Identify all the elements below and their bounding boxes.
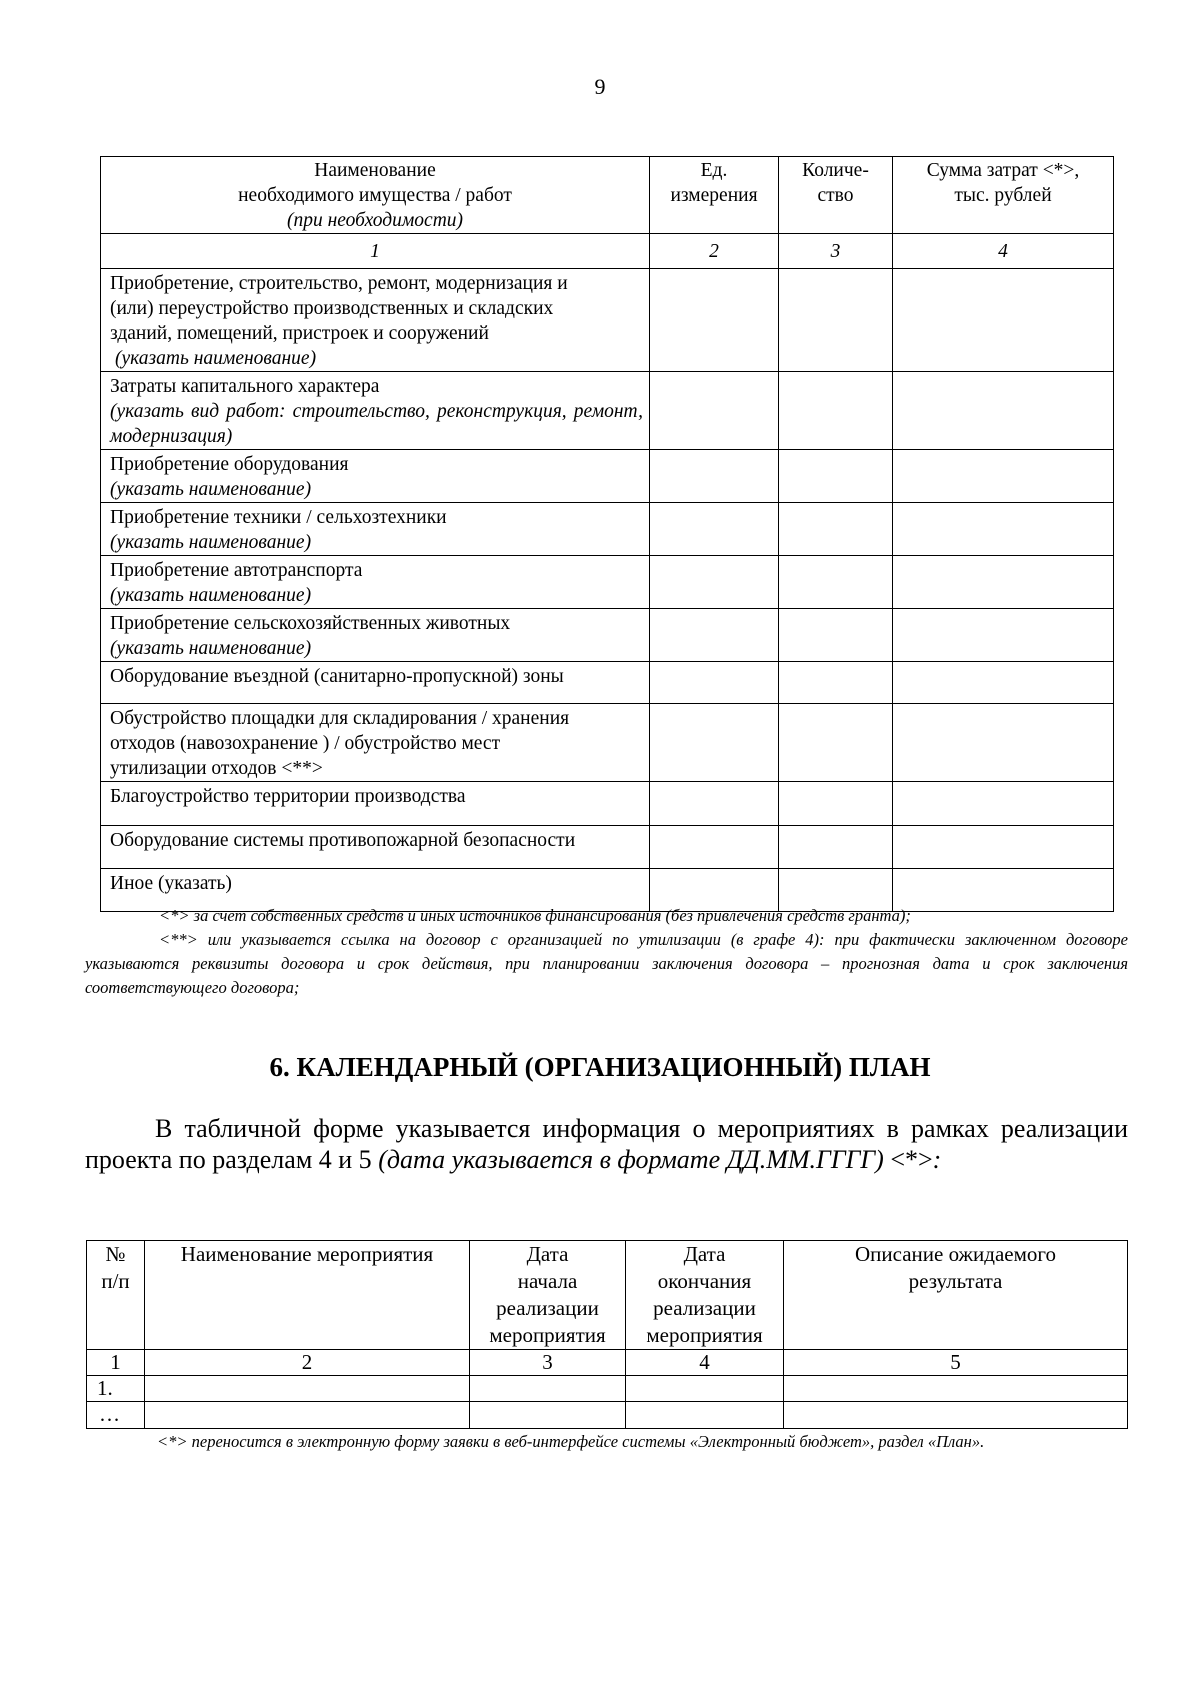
- cell-unit: [650, 609, 779, 662]
- cell-quantity: [779, 269, 893, 372]
- intro-italic-text: (дата указывается в формате ДД.ММ.ГГГГ): [378, 1145, 884, 1174]
- row-line: Оборудование системы противопожарной безопасности: [110, 830, 576, 851]
- column-number-row: [101, 234, 1114, 269]
- property-costs-table: [100, 156, 1114, 912]
- row-note: (указать наименование): [110, 638, 312, 659]
- row-note: (указать вид работ: строительство, реконструкция, ремонт, модернизация): [110, 401, 643, 447]
- header-line: Сумма затрат <*>,: [926, 160, 1080, 181]
- table-row: [101, 269, 1114, 372]
- header-number: [87, 1241, 145, 1350]
- row-line: утилизации отходов <**>: [110, 758, 323, 779]
- table-row: [87, 1376, 1128, 1402]
- row-name: [101, 372, 650, 450]
- cell-cost: [893, 662, 1114, 704]
- cell-number: 1.: [87, 1376, 145, 1402]
- header-line: тыс. рублей: [954, 185, 1052, 206]
- cell-cost: [893, 556, 1114, 609]
- intro-text: В табличной форме указывается информация о мероприятиях в рамках реализации проекта по разделам 4 и 5: [85, 1114, 1128, 1174]
- row-note: (указать наименование): [110, 585, 312, 606]
- footnote: <*> за счет собственных средств и иных источников финансирования (без привлечения средств гранта);: [159, 906, 911, 925]
- cell-unit: [650, 704, 779, 782]
- row-line: Обустройство площадки для складирования / хранения: [110, 708, 570, 729]
- header-line: ство: [817, 185, 854, 206]
- intro-end-colon: :: [932, 1145, 942, 1174]
- row-name: [101, 662, 650, 704]
- header-event-name: [145, 1241, 470, 1350]
- cell-quantity: [779, 372, 893, 450]
- cell-quantity: [779, 503, 893, 556]
- header-line: Наименование: [314, 160, 436, 181]
- cell-end-date: [626, 1376, 784, 1402]
- cell-event-name: [145, 1376, 470, 1402]
- row-line: Приобретение автотранспорта: [110, 560, 363, 581]
- cell-unit: [650, 662, 779, 704]
- row-note: (указать наименование): [115, 348, 317, 369]
- header-expected-result: [784, 1241, 1128, 1350]
- cell-quantity: [779, 609, 893, 662]
- section-heading: 6. КАЛЕНДАРНЫЙ (ОРГАНИЗАЦИОННЫЙ) ПЛАН: [269, 1052, 931, 1082]
- cell-event-name: [145, 1402, 470, 1429]
- cell-cost: [893, 503, 1114, 556]
- table-row: [101, 826, 1114, 869]
- row-line: Иное (указать): [110, 873, 232, 894]
- header-line: №: [105, 1242, 126, 1266]
- row-note: (указать наименование): [110, 532, 312, 553]
- header-line: Наименование мероприятия: [180, 1242, 434, 1266]
- header-unit: [650, 157, 779, 234]
- row-name: [101, 450, 650, 503]
- footnote: <*> переносится в электронную форму заявки в веб-интерфейсе системы «Электронный бюджет», раздел «План».: [157, 1432, 985, 1451]
- cell-unit: [650, 372, 779, 450]
- column-number: 2: [145, 1350, 470, 1376]
- cell-cost: [893, 826, 1114, 869]
- page-number: 9: [594, 74, 606, 99]
- table-row: [101, 450, 1114, 503]
- cell-unit: [650, 503, 779, 556]
- column-number: 3: [779, 234, 893, 269]
- cell-cost: [893, 782, 1114, 826]
- cell-quantity: [779, 826, 893, 869]
- row-name: [101, 826, 650, 869]
- table-row: [101, 704, 1114, 782]
- header-line: реализации: [496, 1296, 599, 1320]
- footnote: <**> или указывается ссылка на договор с организацией по утилизации (в графе 4): при фактически заключенном договоре указываются реквизиты договора и срок действия, при планировании заключения договора – прогнозная дата и срок заключения соответствующего договора;: [85, 930, 1128, 997]
- column-number: 5: [784, 1350, 1128, 1376]
- header-cost: [893, 157, 1114, 234]
- section-intro: [85, 1113, 1128, 1175]
- header-line: (при необходимости): [286, 210, 464, 231]
- header-line: результата: [908, 1269, 1003, 1293]
- column-number-row: [87, 1350, 1128, 1376]
- cell-quantity: [779, 556, 893, 609]
- table-row: [101, 372, 1114, 450]
- column-number: 4: [893, 234, 1114, 269]
- table-row: [101, 662, 1114, 704]
- cell-number: …: [87, 1402, 145, 1429]
- cell-quantity: [779, 662, 893, 704]
- table-row: [101, 782, 1114, 826]
- row-name: [101, 704, 650, 782]
- row-line: Затраты капитального характера: [110, 376, 380, 397]
- row-note: (указать наименование): [110, 479, 312, 500]
- cell-unit: [650, 450, 779, 503]
- row-line: Приобретение техники / сельхозтехники: [110, 507, 447, 528]
- header-line: Количе-: [802, 160, 869, 181]
- row-name: [101, 556, 650, 609]
- column-number: 4: [626, 1350, 784, 1376]
- cell-expected-result: [784, 1376, 1128, 1402]
- row-name: [101, 782, 650, 826]
- cell-cost: [893, 372, 1114, 450]
- row-line: зданий, помещений, пристроек и сооружений: [110, 323, 489, 344]
- cell-quantity: [779, 782, 893, 826]
- cell-cost: [893, 704, 1114, 782]
- cell-start-date: [470, 1376, 626, 1402]
- header-line: реализации: [653, 1296, 756, 1320]
- column-number: 3: [470, 1350, 626, 1376]
- row-name: [101, 609, 650, 662]
- calendar-plan-table: [86, 1240, 1128, 1429]
- cell-end-date: [626, 1402, 784, 1429]
- cell-expected-result: [784, 1402, 1128, 1429]
- header-line: п/п: [101, 1269, 130, 1293]
- table-row: [101, 503, 1114, 556]
- row-name: [101, 503, 650, 556]
- cell-unit: [650, 556, 779, 609]
- header-quantity: [779, 157, 893, 234]
- row-line: Приобретение сельскохозяйственных животных: [110, 613, 511, 634]
- header-name: [101, 157, 650, 234]
- column-number: 1: [101, 234, 650, 269]
- cell-unit: [650, 269, 779, 372]
- table-row: [101, 609, 1114, 662]
- header-line: Ед.: [700, 160, 728, 181]
- column-number: 2: [650, 234, 779, 269]
- table2-footnotes: [85, 1428, 1128, 1455]
- cell-unit: [650, 826, 779, 869]
- header-line: Дата: [683, 1242, 726, 1266]
- row-line: Благоустройство территории производства: [110, 786, 466, 807]
- row-line: Оборудование въездной (санитарно-пропускной) зоны: [110, 666, 564, 687]
- header-line: необходимого имущества / работ: [238, 185, 512, 206]
- cell-quantity: [779, 704, 893, 782]
- header-line: окончания: [657, 1269, 752, 1293]
- cell-start-date: [470, 1402, 626, 1429]
- row-name: [101, 269, 650, 372]
- table-row: [87, 1402, 1128, 1429]
- cell-quantity: [779, 450, 893, 503]
- header-line: Описание ожидаемого: [854, 1242, 1057, 1266]
- row-line: отходов (навозохранение ) / обустройство мест: [110, 733, 501, 754]
- header-start-date: [470, 1241, 626, 1350]
- table1-footnotes: [85, 904, 1128, 1000]
- header-line: измерения: [670, 185, 758, 206]
- table-row: [101, 556, 1114, 609]
- row-line: Приобретение, строительство, ремонт, модернизация и: [110, 273, 568, 294]
- cell-cost: [893, 269, 1114, 372]
- cell-cost: [893, 609, 1114, 662]
- header-line: Дата: [526, 1242, 569, 1266]
- cell-cost: [893, 450, 1114, 503]
- cell-unit: [650, 782, 779, 826]
- header-line: начала: [517, 1269, 578, 1293]
- row-line: (или) переустройство производственных и складских: [110, 298, 554, 319]
- header-line: мероприятия: [489, 1323, 606, 1347]
- row-line: Приобретение оборудования: [110, 454, 349, 475]
- column-number: 1: [87, 1350, 145, 1376]
- header-line: мероприятия: [646, 1323, 763, 1347]
- intro-end-text: <*>: [883, 1145, 933, 1174]
- header-end-date: [626, 1241, 784, 1350]
